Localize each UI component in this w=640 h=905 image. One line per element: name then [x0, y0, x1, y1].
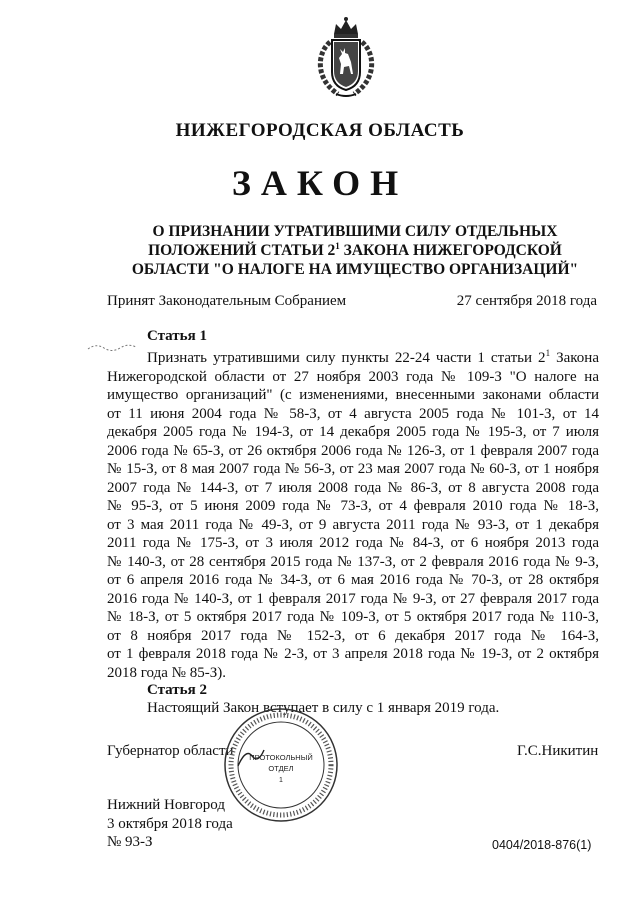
signing-date: 3 октября 2018 года: [107, 815, 233, 832]
region-heading: НИЖЕГОРОДСКАЯ ОБЛАСТЬ: [175, 120, 465, 141]
article-1-line: 2018 года № 85-З).: [107, 664, 226, 681]
article-1-body: [107, 349, 599, 682]
signing-city: Нижний Новгород: [107, 797, 225, 813]
law-title-line: ПОЛОЖЕНИЙ СТАТЬИ $2^1$ ЗАКОНА НИЖЕГОРОДСКОЙ: [148, 240, 562, 259]
article-1-line: имущество организаций" (с изменениями, внесенными законами области: [107, 387, 599, 403]
adoption-text: Принят Законодательным Собранием: [107, 293, 347, 309]
document-type-heading: ЗАКОН: [231, 163, 409, 203]
article-1-line: Признать утратившими силу пункты 22-24 части 1 статьи $2^1$ Закона: [147, 348, 599, 366]
coat-of-arms-emblem: [310, 14, 382, 100]
law-number: № 93-З: [107, 834, 153, 850]
article-1-line: 2007 года № 144-З, от 7 июля 2008 года № 86-З, от 8 августа 2008 года: [107, 479, 599, 496]
article-1-line: № 95-З, от 5 июня 2009 года № 73-З, от 4 февраля 2010 года № 18-З,: [107, 498, 599, 514]
article-1-line: № 140-З, от 28 сентября 2015 года № 137-З, от 2 февраля 2016 года № 9-З,: [107, 553, 599, 570]
stamp-line-2: ОТДЕЛ: [268, 764, 294, 773]
registration-number: 0404/2018-876(1): [492, 838, 592, 852]
adoption-line: [107, 293, 597, 310]
law-title: [120, 222, 590, 279]
article-1-line: № 18-З, от 5 октября 2017 года № 109-З, от 5 октября 2017 года № 110-З,: [107, 609, 599, 625]
signature-stroke: [236, 744, 266, 774]
article-1-line: Нижегородской области от 27 ноября 2003 года № 109-З "О налоге на: [107, 368, 599, 385]
article-1-line: от 11 июня 2004 года № 58-З, от 4 августа 2005 года № 101-З, от 14: [107, 405, 599, 422]
governor-label: Губернатор области: [107, 743, 234, 759]
article-1-line: от 3 мая 2011 года № 49-З, от 9 августа 2011 года № 93-З, от 1 декабря: [107, 516, 599, 533]
article-1-line: декабря 2005 года № 194-З, от 14 декабря 2005 года № 195-З, от 7 июля: [107, 424, 599, 440]
article-1-line: от 8 ноября 2017 года № 152-З, от 6 декабря 2017 года № 164-З,: [107, 627, 599, 644]
article-2-heading: Статья 2: [147, 682, 207, 698]
article-1-line: от 1 февраля 2018 года № 2-З, от 3 апреля 2018 года № 19-З, от 2 октября: [107, 646, 599, 662]
signing-place-block: [107, 796, 233, 852]
article-1-line: 2016 года № 140-З, от 1 февраля 2017 года № 9-З, от 27 февраля 2017 года: [107, 590, 599, 607]
stamp-line-1: ПРОТОКОЛЬНЫЙ: [249, 753, 313, 762]
article-2-body: Настоящий Закон вступает в силу с 1 января 2019 года.: [147, 700, 500, 716]
stamp-line-3: 1: [279, 777, 283, 784]
article-1-line: 2011 года № 175-З, от 3 июля 2012 года № 84-З, от 6 ноября 2013 года: [107, 535, 599, 551]
adoption-date: 27 сентября 2018 года: [456, 293, 597, 309]
law-title-line: ОБЛАСТИ "О НАЛОГЕ НА ИМУЩЕСТВО ОРГАНИЗАЦИЙ": [131, 261, 579, 278]
article-1-line: № 15-З, от 8 мая 2007 года № 56-З, от 23 мая 2007 года № 60-З, от 1 ноября: [107, 461, 599, 477]
article-1-line: от 6 апреля 2016 года № 34-З, от 6 мая 2016 года № 70-З, от 28 октября: [107, 572, 599, 588]
article-1-line: 2006 года № 65-З, от 26 октября 2006 года № 126-З, от 1 февраля 2007 года: [107, 442, 599, 459]
article-1-heading: Статья 1: [147, 328, 207, 344]
governor-name: Г.С.Никитин: [517, 743, 599, 759]
law-title-line: О ПРИЗНАНИИ УТРАТИВШИМИ СИЛУ ОТДЕЛЬНЫХ: [152, 223, 558, 240]
